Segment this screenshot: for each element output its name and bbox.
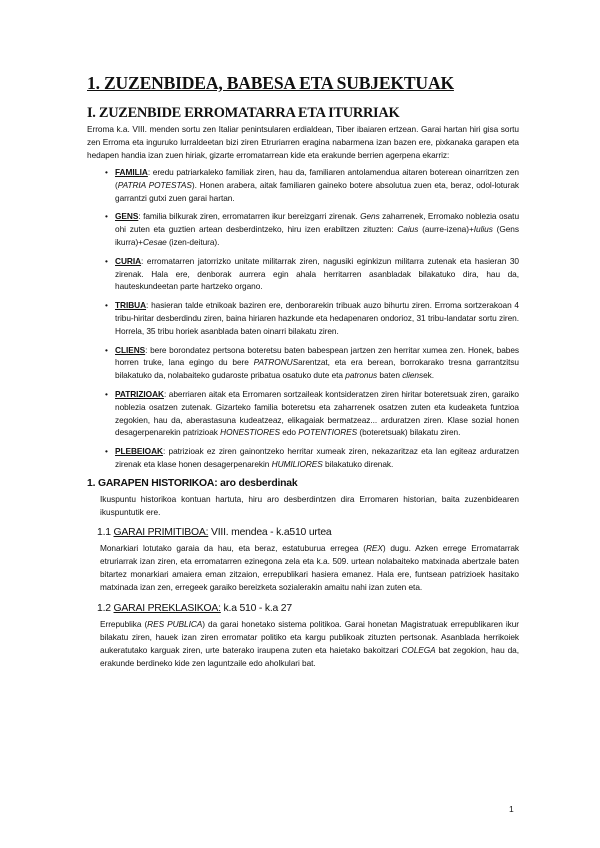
history-intro: Ikuspuntu historikoa kontuan hartuta, hiru aro desberdintzen dira Erromaren historian, baita zuzenbidearen ikuspuntutik ere. [100, 493, 519, 517]
text-run: : erromatarren jatorrizko unitate militarrak ziren, nagusiki eginkizun militarra zutenak eta hasieran 30 zirenak. Hala ere, denborak aurrera egin ahala herritarren asanbladak bilakatuko dira, hau da, hauteskundeetan parte hartzeko organo. [115, 255, 519, 292]
italic-text: POTENTIORES [298, 427, 358, 438]
bullet-icon: • [105, 167, 108, 177]
document-page [87, 72, 519, 678]
text-run: (boteretsuak) bilakatu ziren. [357, 427, 461, 438]
term-body [115, 446, 519, 469]
italic-text: Iulius [473, 224, 493, 235]
text-run: ) da garai honetako sistema politikoa. Garai honetan Magistratuak errepublikaren ikur bilakatu ziren, hauek izan ziren erromatar politiko eta kargu publikoak zituzten pertsonak. Asanblada herrikoiek aukeratutako karguak ziren, urte baterako iraupena zuten eta haietako bakoitzari [100, 619, 519, 656]
italic-text: HONESTIORES [220, 427, 280, 438]
text-run: : hasieran talde etnikoak baziren ere, denborarekin tribuak auzo bihurtu ziren. Erroma sortzerakoan 4 tribu-hiritar desberdindu ziren, baina hiriaren hazkunde eta hedapenaren ondorioz, 31 tribu-landatar sortu ziren. Horrela, 35 tribu horiek asanblada baten oinarri bilakatu ziren. [115, 300, 519, 336]
term-item [105, 388, 519, 439]
term-name: CURIA [115, 255, 142, 266]
document-title: 1. ZUZENBIDEA, BABESA ETA SUBJEKTUAK [87, 73, 454, 93]
text-run: : familia bilkurak ziren, erromatarren ikur bereizgarri zirenak. [138, 211, 361, 222]
text-run: zaharrenek, Erromako noblezia osatu ohi zuten eta guztien artean desberdintzeko, hiru izen erabiltzen zituzten: [115, 211, 520, 235]
text-run: arentzat, eta era berean, borrokarako tresna garrantzitsu bilakatuko da, nolabaiteko gudaroste pribatua osatuko dute eta [115, 357, 519, 381]
page-number: 1 [509, 804, 514, 814]
subsection-name: GARAI PREKLASIKOA: [113, 603, 221, 615]
text-run: ). Honen arabera, aitak familiaren gaineko botere absolutua zuen eta, beraz, odol-loturak garrantzi gutxi zuen garai hartan. [115, 179, 519, 203]
term-body [115, 211, 519, 247]
italic-text: RES PUBLICA [147, 619, 203, 630]
section-heading: I. ZUZENBIDE ERROMATARRA ETA ITURRIAK [87, 105, 400, 121]
term-body [115, 300, 519, 336]
subsection-heading [97, 526, 519, 540]
term-item [105, 344, 519, 382]
term-name: CLIENS [115, 344, 146, 355]
italic-text: REX [365, 543, 383, 554]
text-run: baten [377, 370, 403, 381]
subsection-number: 1.2 [97, 603, 111, 615]
term-item [105, 445, 519, 471]
subsection-heading [97, 602, 519, 616]
bullet-icon: • [105, 388, 108, 399]
subsection-body [87, 542, 519, 594]
term-name: PATRIZIOAK [115, 388, 164, 399]
italic-text: patronus [345, 370, 378, 381]
text-run: bat zegokion, hau da, erakunde berdineko kide zen laguntzaile edo aholkulari bat. [100, 645, 519, 669]
bullet-icon: • [105, 211, 108, 222]
term-item [105, 166, 519, 204]
text-run: Monarkiari lotutako garaia da hau, eta beraz, estatuburua erregea ( [100, 543, 366, 554]
term-item [105, 210, 519, 248]
text-run: (aurre-izena)+ [418, 224, 474, 235]
text-run: (izen-deitura). [166, 236, 220, 247]
term-body [115, 345, 519, 381]
text-run: : aberriaren aitak eta Erromaren sortzaileak kontsideratzen ziren hiritar boteretsuak ziren, garaiko noblezia osatzen zutenak. Gizarteko familia boteretsu eta zaharrenek osatzen zuten eta kudeaketa funtzioa zegokien, hau da, aberastasuna kudeatzeaz, elikagaiak bermatzeaz... arduratzen ziren. Klase sozial honen desagerpenarekin patrizioak [115, 388, 519, 438]
bullet-icon: • [105, 255, 108, 266]
italic-text: Caius [397, 224, 419, 235]
bullet-icon: • [105, 446, 108, 457]
term-item [105, 255, 519, 293]
italic-text: PATRONUS [253, 357, 299, 368]
italic-text: Gens [360, 211, 380, 222]
term-body [115, 389, 519, 437]
bullet-icon: • [105, 300, 108, 311]
text-run: : eredu patriarkaleko familiak ziren, hau da, familiaren antolamendua aitaren boterean oinarritzen zen ( [115, 167, 519, 190]
term-body [115, 167, 519, 203]
text-run: Errepublika ( [100, 619, 148, 630]
history-heading: 1. GARAPEN HISTORIKOA: aro desberdinak [87, 477, 298, 489]
term-name: PLEBEIOAK [115, 446, 163, 457]
italic-text: cliens [402, 370, 424, 381]
text-run: ) dugu. Azken errege Erromatarrak etruriarrak izan ziren, eta erromatarren ezinegona zela eta k.a. 509. urtean nolabaiteko matxinada abertzale baten bitartez monarkiari amaiera eman zitzaion, errepublikari hasiera emanez. Hala ere, funtsean patrizioek hasitako matxinada izan zen, erregeek garaiko bereizketa sozialerakin amaitu nahi izan zuten eta. [100, 543, 520, 593]
italic-text: PATRIA POTESTAS [117, 179, 192, 190]
italic-text: COLEGA [401, 645, 436, 656]
text-run: (Gens ikurra)+ [115, 224, 519, 247]
term-name: GENS [115, 211, 139, 222]
subsection-dates: VIII. mendea - k.a510 urtea [208, 527, 332, 539]
subsection-body [87, 618, 519, 670]
term-name: TRIBUA [115, 300, 147, 311]
text-run: : bere borondatez pertsona boteretsu baten babespean jartzen zen herritar xumea zen. Honek, babes horren truke, lana egingo du bere [115, 344, 519, 368]
text-run: bilakatuko direnak. [322, 458, 394, 469]
text-run: ek. [423, 370, 435, 381]
section-intro: Erroma k.a. VIII. menden sortu zen Italiar penintsularen erdialdean, Tiber ibaiaren ertzean. Garai hartan hiri gisa sortu zen Erroma eta inguruko lurraldeetan bizi ziren Etruriarren eragina nabarmena izan bazen ere, pixkanaka garapen eta hedapen handia izan zuen hiriak, gizarte erromatarrean kide eta erakunde berrien agerpena ekarriz: [87, 124, 519, 160]
italic-text: Cesae [142, 236, 167, 247]
italic-text: HUMILIORES [271, 458, 323, 469]
terms-list [87, 166, 519, 471]
term-body [115, 256, 519, 292]
subsection-number: 1.1 [97, 527, 111, 539]
term-name: FAMILIA [115, 167, 148, 177]
bullet-icon: • [105, 344, 108, 355]
subsection-name: GARAI PRIMITIBOA: [113, 527, 209, 539]
text-run: : patrizioak ez ziren gainontzeko herritar xumeak ziren, nekazaritzaz eta lan egiteaz arduratzen zirenak eta klase honen desagerpenarekin [115, 446, 519, 469]
text-run: edo [280, 427, 299, 438]
term-item [105, 299, 519, 337]
subsection-dates: k.a 510 - k.a 27 [220, 603, 292, 615]
